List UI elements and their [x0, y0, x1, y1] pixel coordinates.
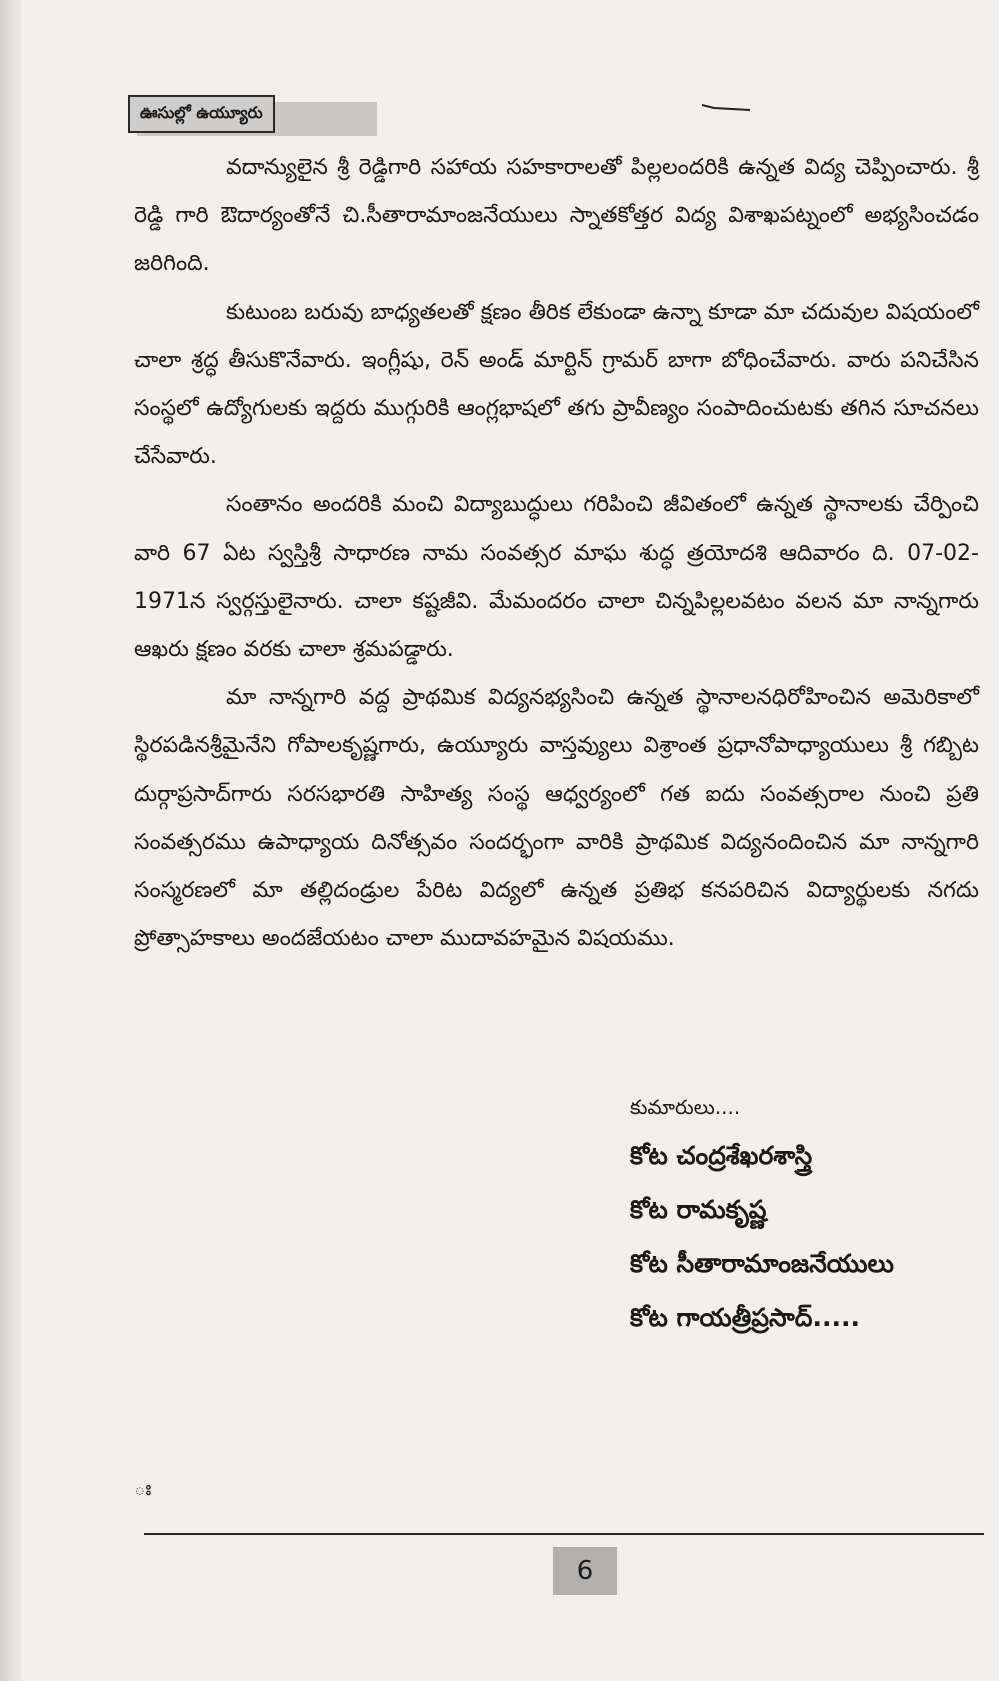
- pen-mark-icon: [700, 102, 752, 114]
- signature-name: కోట రామకృష్ణ: [630, 1195, 767, 1224]
- paragraph: వదాన్యులైన శ్రీ రెడ్డిగారి సహాయ సహకారాలతో పిల్లలందరికి ఉన్నత విద్య చెప్పించారు. శ్రీ రెడ్డి గారి ఔదార్యంతోనే చి.సీతారామాంజనేయులు స్నాతకోత్తర విద్య విశాఖపట్నంలో అభ్యసించడం జరిగింది.: [134, 155, 979, 277]
- running-header: [128, 95, 275, 133]
- signature-name: కోట గాయత్రీప్రసాద్.....: [630, 1303, 860, 1332]
- body-text: [134, 144, 979, 963]
- footer-divider: [144, 1533, 984, 1535]
- signature-name: కోట సీతారామాంజనేయులు: [630, 1249, 894, 1278]
- paragraph: మా నాన్నగారి వద్ద ప్రాథమిక విద్యనభ్యసించి ఉన్నత స్థానాలనధిరోహించిన అమెరికాలో స్థిరపడినశ్రీమైనేని గోపాలకృష్ణగారు, ఉయ్యూరు వాస్తవ్యులు విశ్రాంత ప్రధానోపాధ్యాయులు శ్రీ గబ్బిట దుర్గాప్రసాద్‌గారు సరసభారతి సాహిత్య సంస్థ ఆధ్వర్యంలో గత ఐదు సంవత్సరాల నుంచి ప్రతి సంవత్సరము ఉపాధ్యాయ దినోత్సవం సందర్భంగా వారికి ప్రాథమిక విద్యనందించిన మా నాన్నగారి సంస్మరణలో మా తల్లిదండ్రుల పేరిట విద్యలో ఉన్నత ప్రతిభ కనపరిచిన విద్యార్థులకు నగదు ప్రోత్సాహకాలు అందజేయటం చాలా ముదావహమైన విషయము.: [134, 685, 979, 952]
- colon-mark: ః: [134, 1476, 152, 1500]
- book-spine-edge: [0, 0, 23, 1681]
- signature-name: కోట చంద్రశేఖరశాస్త్రి: [630, 1141, 813, 1170]
- paragraph: సంతానం అందరికి మంచి విద్యాబుద్ధులు గరిపించి జీవితంలో ఉన్నత స్థానాలకు చేర్పించి వారి 67 ఏట స్వస్తిశ్రీ సాధారణ నామ సంవత్సర మాఘ శుద్ధ త్రయోదశి ఆదివారం ది. 07-02-1971న స్వర్గస్తులైనారు. చాలా కష్టజీవి. మేమందరం చాలా చిన్నపిల్లలవటం వలన మా నాన్నగారు ఆఖరు క్షణం వరకు చాలా శ్రమపడ్డారు.: [134, 492, 979, 663]
- page-number: 6: [553, 1547, 617, 1595]
- signature-intro: కుమారులు....: [630, 1095, 741, 1119]
- signature-block: [630, 1085, 980, 1345]
- running-header-title: ఊసుల్లో ఉయ్యూరు: [140, 102, 263, 122]
- paragraph: కుటుంబ బరువు బాధ్యతలతో క్షణం తీరిక లేకుండా ఉన్నా కూడా మా చదువుల విషయంలో చాలా శ్రద్ధ తీసుకొనేవారు. ఇంగ్లీషు, రెన్ అండ్ మార్టిన్ గ్రామర్ బాగా బోధించేవారు. వారు పనిచేసిన సంస్థలో ఉద్యోగులకు ఇద్దరు ముగ్గురికి ఆంగ్లభాషలో తగు ప్రావీణ్యం సంపాదించుటకు తగిన సూచనలు చేసేవారు.: [134, 299, 979, 470]
